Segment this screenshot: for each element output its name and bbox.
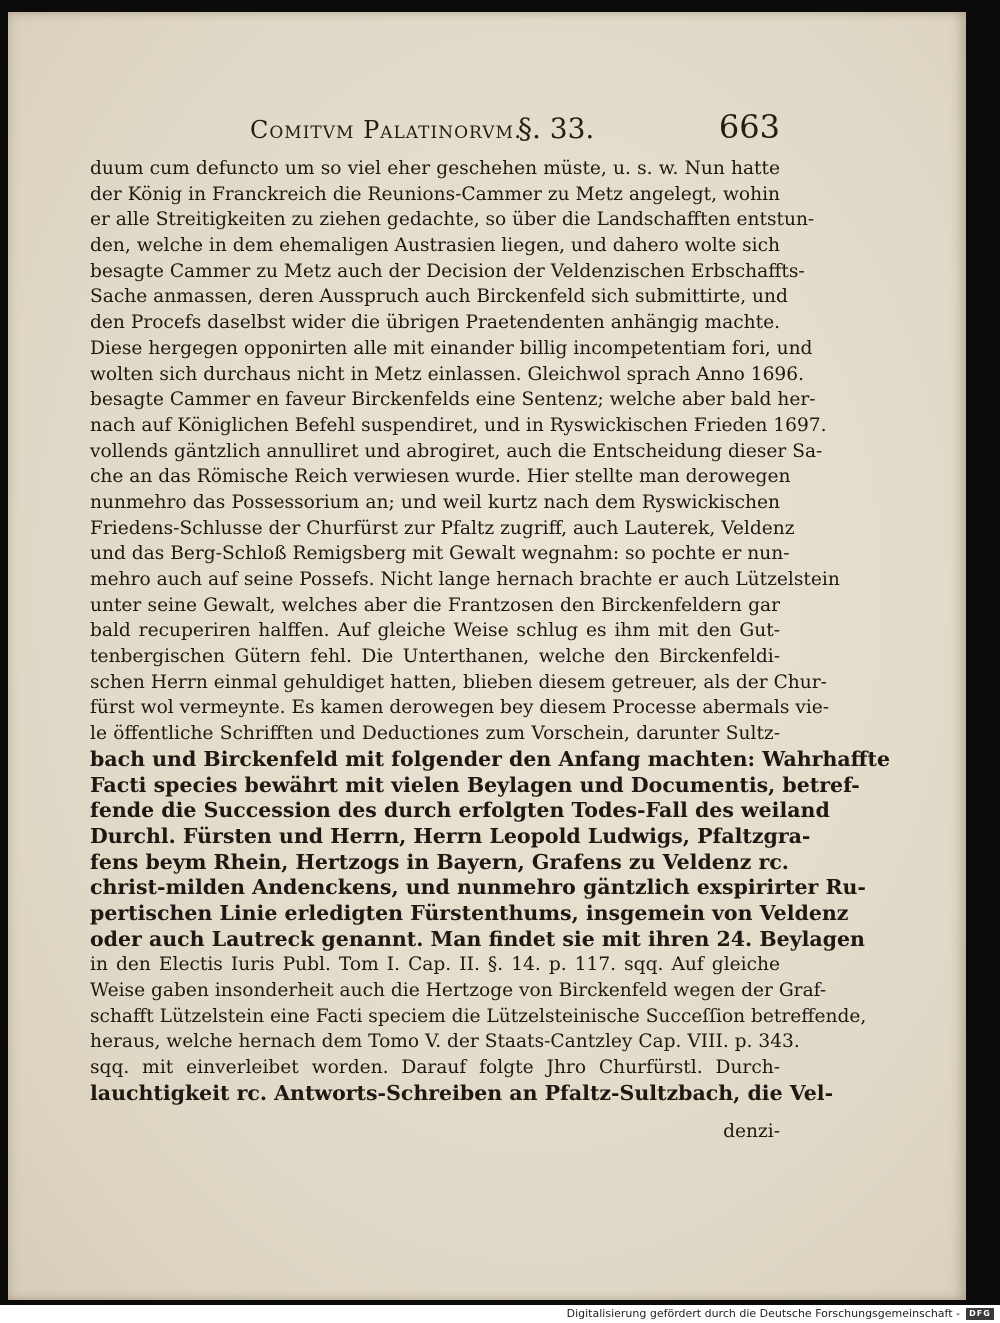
text-line: schafft Lützelstein eine Facti speciem die Lützelsteinische Succeſſion betreffende, bbox=[90, 1005, 867, 1027]
text-line: schen Herrn einmal gehuldiget hatten, blieben diesem getreuer, als der Chur- bbox=[90, 671, 827, 693]
text-line: che an das Römische Reich verwiesen wurde. Hier stellte man derowegen bbox=[90, 466, 791, 488]
text-line: den, welche in dem ehemaligen Austrasien liegen, und dahero wolte sich bbox=[90, 235, 780, 257]
text-line: tenbergischen Gütern fehl. Die Unterthanen, welche den Birckenfeldi- bbox=[90, 646, 780, 668]
text-line: heraus, welche hernach dem Tomo V. der Staats-Cantzley Cap. VIII. p. 343. bbox=[90, 1031, 800, 1053]
running-title: Comitvm Palatinorvm. bbox=[250, 116, 523, 144]
text-line: fende die Succession des durch erfolgten Todes-Fall des weiland bbox=[90, 798, 830, 823]
text-line: bald recuperiren halffen. Auf gleiche Weise schlug es ihm mit den Gut- bbox=[90, 620, 780, 642]
text-line: besagte Cammer en faveur Birckenfelds eine Sentenz; welche aber bald her- bbox=[90, 389, 816, 411]
page-header bbox=[250, 108, 780, 148]
text-line: der König in Franckreich die Reunions-Cammer zu Metz angelegt, wohin bbox=[90, 183, 780, 205]
digitization-footer bbox=[0, 1305, 1000, 1323]
text-line: Durchl. Fürsten und Herrn, Herrn Leopold Ludwigs, Pfaltzgra- bbox=[90, 823, 811, 848]
body-text bbox=[90, 156, 890, 1106]
text-line: pertischen Linie erledigten Fürstenthums, insgemein von Veldenz bbox=[90, 900, 849, 925]
text-line: nach auf Königlichen Befehl suspendiret, und in Ryswickischen Frieden 1697. bbox=[90, 414, 827, 436]
text-line: Sache anmassen, deren Ausspruch auch Birckenfeld sich submittirte, und bbox=[90, 286, 788, 308]
text-line: fens beym Rhein, Hertzogs in Bayern, Grafens zu Veldenz rc. bbox=[90, 849, 789, 874]
text-line: Friedens-Schlusse der Churfürst zur Pfaltz zugriff, auch Lauterek, Veldenz bbox=[90, 517, 795, 539]
text-line: und das Berg-Schloß Remigsberg mit Gewalt wegnahm: so pochte er nun- bbox=[90, 543, 790, 565]
text-line: besagte Cammer zu Metz auch der Decision der Veldenzischen Erbschaffts- bbox=[90, 260, 805, 282]
text-line: unter seine Gewalt, welches aber die Frantzosen den Birckenfeldern gar bbox=[90, 594, 780, 616]
text-line: nunmehro das Possessorium an; und weil kurtz nach dem Ryswickischen bbox=[90, 491, 780, 513]
text-line: den Procefs daselbst wider die übrigen Praetendenten anhängig machte. bbox=[90, 312, 780, 334]
text-line: Weise gaben insonderheit auch die Hertzoge von Birckenfeld wegen der Graf- bbox=[90, 980, 827, 1001]
text-line: wolten sich durchaus nicht in Metz einlassen. Gleichwol sprach Anno 1696. bbox=[90, 363, 804, 385]
text-line: duum cum defuncto um so viel eher geschehen müste, u. s. w. Nun hatte bbox=[90, 158, 780, 179]
page-number: 663 bbox=[718, 108, 780, 146]
text-line: Facti species bewährt mit vielen Beylagen und Documentis, betref- bbox=[90, 772, 860, 797]
text-line: christ-milden Andenckens, und nunmehro gäntzlich exspirirter Ru- bbox=[90, 875, 866, 900]
text-line: vollends gäntzlich annulliret und abrogiret, auch die Entscheidung dieser Sa- bbox=[90, 440, 823, 462]
text-line: Diese hergegen opponirten alle mit einander billig incompetentiam fori, und bbox=[90, 337, 813, 359]
catchword: denzi- bbox=[723, 1121, 780, 1142]
section-number: §. 33. bbox=[518, 112, 595, 145]
text-line: sqq. mit einverleibet worden. Darauf folgte Jhro Churfürstl. Durch- bbox=[90, 1057, 780, 1079]
text-line: bach und Birckenfeld mit folgender den Anfang machten: Wahrhaffte bbox=[90, 746, 890, 771]
text-line: er alle Streitigkeiten zu ziehen gedachte, so über die Landschafften entstun- bbox=[90, 209, 815, 231]
text-line: fürst wol vermeynte. Es kamen derowegen bey diesem Processe abermals vie- bbox=[90, 697, 830, 719]
text-line: mehro auch auf seine Possefs. Nicht lange hernach brachte er auch Lützelstein bbox=[90, 569, 840, 590]
funding-credit: Digitalisierung gefördert durch die Deutsche Forschungsgemeinschaft - bbox=[566, 1307, 960, 1320]
text-line: le öffentliche Schrifften und Deductiones zum Vorschein, darunter Sultz- bbox=[90, 723, 780, 745]
text-line: lauchtigkeit rc. Antworts-Schreiben an Pfaltz-Sultzbach, die Vel- bbox=[90, 1080, 834, 1105]
text-line: in den Electis Iuris Publ. Tom I. Cap. II. §. 14. p. 117. sqq. Auf gleiche bbox=[90, 954, 780, 976]
text-line: oder auch Lautreck genannt. Man findet sie mit ihren 24. Beylagen bbox=[90, 926, 865, 951]
dfg-logo-icon: DFG bbox=[966, 1308, 994, 1320]
